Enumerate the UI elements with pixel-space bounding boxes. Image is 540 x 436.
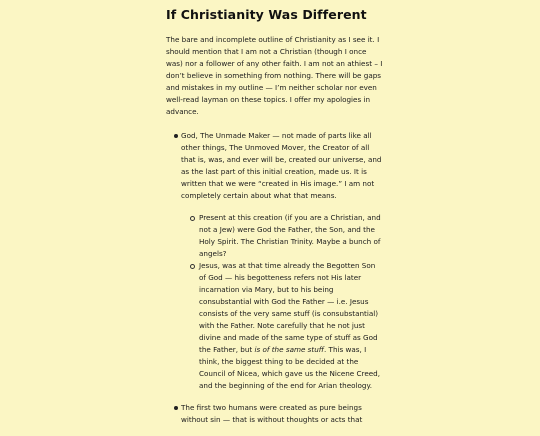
list-item bbox=[166, 402, 384, 426]
intro-paragraph: The bare and incomplete outline of Christianity as I see it. I should mention that I am not a Christian (though I once was) nor a follower of any other faith. I am not an athiest – I don’t believe in something from nothing. There will be gaps and mistakes in my outline — I’m neither scholar nor even well-read layman on these topics. I offer my apologies in advance. bbox=[166, 35, 383, 116]
list-item bbox=[166, 130, 384, 392]
list-item-text: God, The Unmade Maker — not made of parts like all other things, The Unmoved Mover, the Creator of all that is, was, and ever will be, created our universe, and as the last part of this initial creation, made us. It is written that we were “created in His image.” I am not completely certain about what that means. bbox=[181, 131, 382, 200]
list-item-text: The first two humans were created as pure beings without sin — that is without thoughts or acts that bbox=[181, 403, 363, 424]
outline-list bbox=[166, 130, 384, 426]
sub-list bbox=[181, 212, 384, 392]
page-title: If Christianity Was Different bbox=[166, 7, 367, 22]
sub-list-item-text-end: . This was, I think, the biggest thing to be decided at the Council of Nicea, which gave us the Nicene Creed, and the beginning of the end for Arian theology. bbox=[199, 345, 381, 390]
sub-list-item-text: Jesus, was at that time already the Begotten Son of God — his begotteness refers not His later incarnation via Mary, but to his being consubstantial with God the Father — i.e. Jesus consists of the very same stuff (is consubstantial) with the Father. Note carefully that he not just divine and made of the same type of stuff as God the Father, but bbox=[199, 261, 379, 354]
article bbox=[166, 7, 384, 436]
sub-list-item bbox=[181, 260, 384, 392]
sub-list-item bbox=[181, 212, 384, 260]
sub-list-item-text: Present at this creation (if you are a Christian, and not a Jew) were God the Father, the Son, and the Holy Spirit. The Christian Trinity. Maybe a bunch of angels? bbox=[199, 213, 381, 258]
emphasis-text: is of the same stuff bbox=[254, 345, 324, 354]
